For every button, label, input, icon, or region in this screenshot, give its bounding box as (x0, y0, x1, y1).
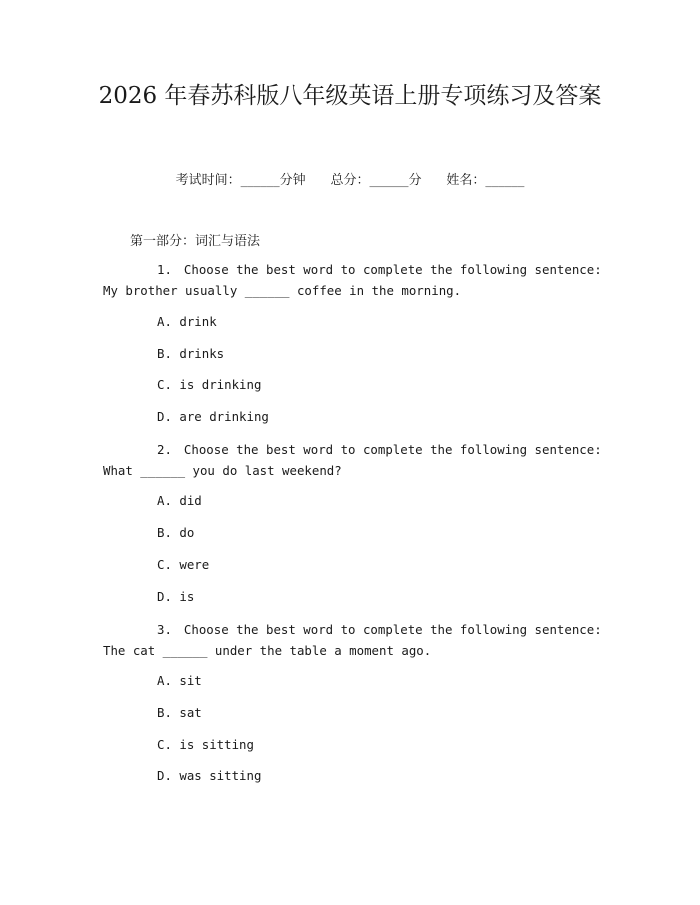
option-1b: B. drinks (157, 346, 225, 361)
option-1a: A. drink (157, 314, 217, 329)
time-unit: 分钟 (279, 173, 306, 188)
option-3b: B. sat (157, 705, 202, 720)
time-blank: ______ (240, 173, 280, 188)
score-unit: 分 (408, 173, 422, 188)
option-3a: A. sit (157, 673, 202, 688)
question-number: 3. (157, 622, 172, 637)
option-2d: D. is (157, 589, 195, 604)
question-number: 2. (157, 442, 172, 457)
section-heading: 第一部分：词汇与语法 (130, 234, 261, 249)
option-2a: A. did (157, 493, 202, 508)
option-1d: D. are drinking (157, 409, 269, 424)
question-text: Choose the best word to complete the following sentence: My brother usually ______ coffee in the morning. (103, 262, 602, 298)
option-2c: C. were (157, 557, 210, 572)
question-1 (103, 259, 603, 301)
question-number: 1. (157, 262, 172, 277)
exam-info-line (0, 169, 700, 188)
score-blank: ______ (369, 173, 409, 188)
question-2 (103, 439, 603, 481)
option-2b: B. do (157, 525, 195, 540)
question-text: Choose the best word to complete the following sentence: What ______ you do last weekend? (103, 442, 602, 478)
document-title: 2026 年春苏科版八年级英语上册专项练习及答案 (98, 83, 602, 109)
question-text: Choose the best word to complete the following sentence: The cat ______ under the table a moment ago. (103, 622, 602, 658)
name-label: 姓名： (446, 173, 486, 188)
name-blank: ______ (485, 173, 525, 188)
option-3c: C. is sitting (157, 737, 254, 752)
time-label: 考试时间： (175, 173, 241, 188)
score-label: 总分： (330, 173, 370, 188)
option-1c: C. is drinking (157, 377, 262, 392)
option-3d: D. was sitting (157, 768, 262, 783)
question-3 (103, 619, 603, 661)
